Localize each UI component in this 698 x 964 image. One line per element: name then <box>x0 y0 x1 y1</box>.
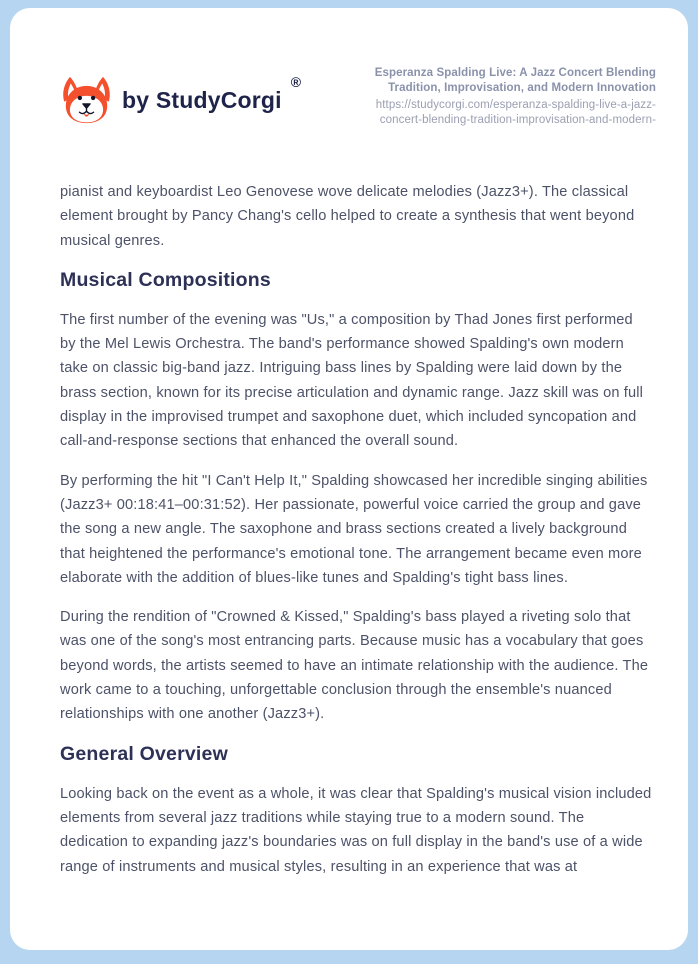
paragraph-i-cant-help-it: By performing the hit "I Can't Help It," Spalding showcased her incredible singing abilities (Jazz3+ 00:18:41–00:31:52). Her passionate, powerful voice carried the group and gave the song a new angle. The saxophone and brass sections created a lively background that heightened the performance's emotional tone. The arrangement became even more elaborate with the addition of blues-like tunes and Spalding's tight bass lines. <box>60 472 648 586</box>
studycorgi-logo[interactable] <box>60 76 301 124</box>
paragraph-cello-synthesis: pianist and keyboardist Leo Genovese wove delicate melodies (Jazz3+). The classical element brought by Pancy Chang's cello helped to create a synthesis that went beyond musical genres. <box>60 184 635 249</box>
document-url <box>350 98 656 127</box>
paragraph-crowned-and-kissed: During the rendition of "Crowned & Kissed," Spalding's bass played a riveting solo that was one of the song's most entrancing parts. Because music has a vocabulary that goes beyond words, the artists seemed to have an intimate relationship with the audience. The work came to a touching, unforgettable conclusion through the ensemble's nuanced relationships with one another (Jazz3+). <box>60 609 649 723</box>
document-title: Esperanza Spalding Live: A Jazz Concert Blending Tradition, Improvisation, and Modern Innovation <box>374 67 656 94</box>
essay-body <box>60 180 652 879</box>
document-meta <box>350 66 656 127</box>
paragraph-first-number-us: The first number of the evening was "Us," a composition by Thad Jones first performed by the Mel Lewis Orchestra. The band's performance showed Spalding's own modern take on classic big-band jazz. Intriguing bass lines by Spalding were laid down by the brass section, known for its precise articulation and dynamic range. Jazz skill was on full display in the improvised trumpet and saxophone duet, which included syncopation and call-and-response sections that enhanced the overall sound. <box>60 311 644 450</box>
section-heading-musical-compositions: Musical Compositions <box>60 268 271 291</box>
document-url-line-1: https://studycorgi.com/esperanza-spalding-live-a-jazz- <box>375 99 656 111</box>
header <box>60 66 656 127</box>
document-card <box>10 8 688 950</box>
paragraph-looking-back: Looking back on the event as a whole, it was clear that Spalding's musical vision included elements from several jazz traditions while staying true to a modern sound. The dedication to expanding jazz's boundaries was on full display in the band's use of a wide range of instruments and musical styles, resulting in an experience that was at <box>60 785 652 875</box>
brand-text: by StudyCorgi <box>122 86 282 113</box>
section-heading-general-overview: General Overview <box>60 742 228 765</box>
registered-trademark: ® <box>290 74 302 90</box>
document-url-line-2: concert-blending-tradition-improvisation-and-modern- <box>379 113 656 126</box>
corgi-logo-icon <box>60 76 113 124</box>
